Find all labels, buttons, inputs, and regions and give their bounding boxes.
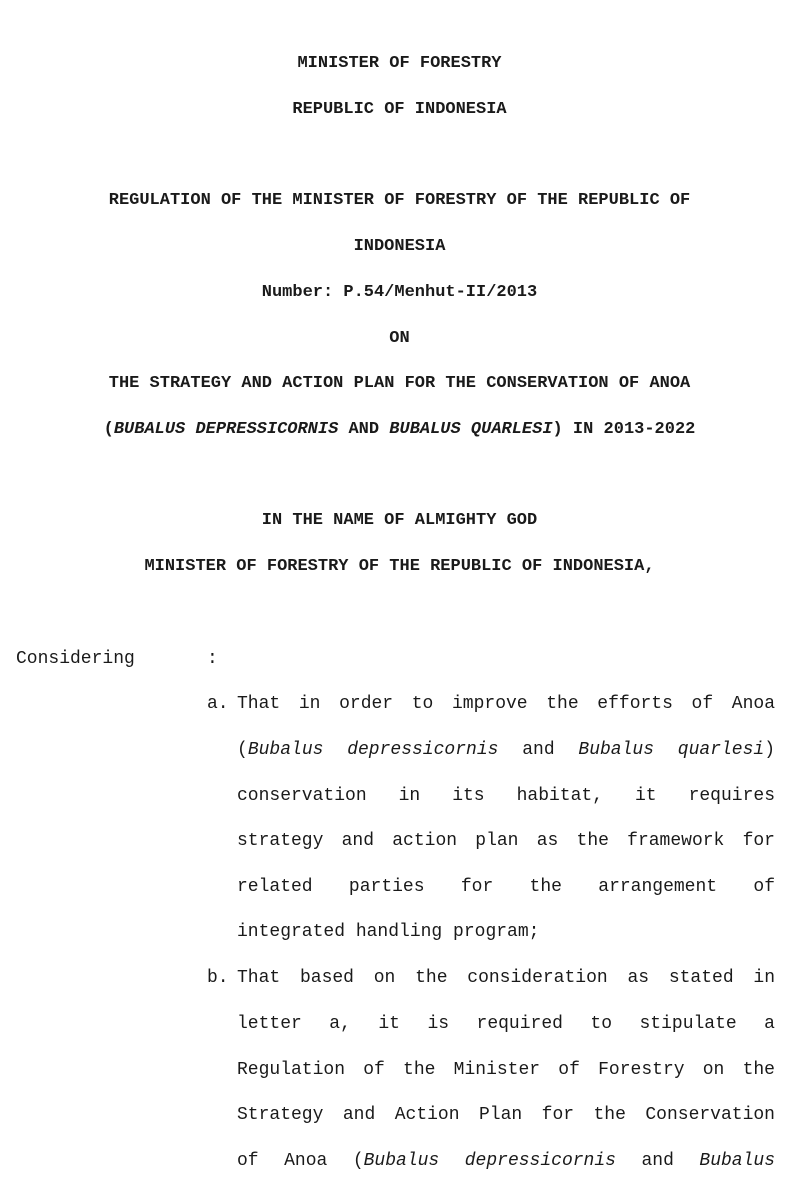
- item-b-species-2: Bubalus: [699, 1151, 776, 1171]
- item-a-line-4: strategy and action plan as the framework for: [237, 831, 775, 851]
- item-a-species-1: Bubalus depressicornis: [247, 740, 499, 760]
- topic-line-2: [0, 418, 799, 442]
- topic-species-2: BUBALUS QUARLESI: [389, 420, 553, 439]
- item-b-line-5: [237, 1149, 775, 1173]
- regulation-title-line-2: INDONESIA: [353, 237, 446, 256]
- ministry-heading: MINISTER OF FORESTRY: [297, 54, 502, 73]
- minister-heading: MINISTER OF FORESTRY OF THE REPUBLIC OF INDONESIA,: [144, 557, 655, 576]
- topic-species-1: BUBALUS DEPRESSICORNIS: [113, 420, 339, 439]
- item-b-line-4: Strategy and Action Plan for the Conservation: [237, 1105, 775, 1125]
- item-a-line-6: integrated handling program;: [237, 922, 540, 942]
- regulation-title-line-1: REGULATION OF THE MINISTER OF FORESTRY OF THE REPUBLIC OF: [108, 191, 691, 210]
- item-b-line-2: letter a, it is required to stipulate a: [237, 1014, 775, 1034]
- invocation-heading: IN THE NAME OF ALMIGHTY GOD: [261, 511, 538, 530]
- topic-open-paren: (: [103, 420, 114, 439]
- item-a-line-2: [237, 738, 775, 762]
- considering-colon: :: [207, 649, 218, 669]
- item-b-marker: b.: [207, 968, 229, 988]
- item-a-marker: a.: [207, 694, 229, 714]
- item-b-line-3: Regulation of the Minister of Forestry on the: [237, 1060, 775, 1080]
- item-a-line-5: related parties for the arrangement of: [237, 877, 775, 897]
- item-b-prefix: of Anoa (: [237, 1151, 364, 1171]
- item-b-line-1: That based on the consideration as stated in: [237, 968, 775, 988]
- regulation-number: Number: P.54/Menhut-II/2013: [261, 283, 538, 302]
- item-b-species-1: Bubalus depressicornis: [363, 1151, 616, 1171]
- item-a-and: and: [498, 740, 579, 760]
- item-b-and: and: [615, 1151, 700, 1171]
- topic-line-1: THE STRATEGY AND ACTION PLAN FOR THE CONSERVATION OF ANOA: [108, 374, 691, 393]
- item-a-line-1: That in order to improve the efforts of Anoa: [237, 694, 775, 714]
- item-a-line-3: conservation in its habitat, it requires: [237, 786, 775, 806]
- on-heading: ON: [389, 329, 410, 348]
- item-a-open-paren: (: [237, 740, 248, 760]
- topic-and: AND: [338, 420, 390, 439]
- topic-years: ) IN 2013-2022: [552, 420, 696, 439]
- considering-label: Considering: [16, 649, 135, 669]
- republic-heading: REPUBLIC OF INDONESIA: [292, 100, 507, 119]
- item-a-close-paren: ): [764, 740, 776, 760]
- item-a-species-2: Bubalus quarlesi: [578, 740, 765, 760]
